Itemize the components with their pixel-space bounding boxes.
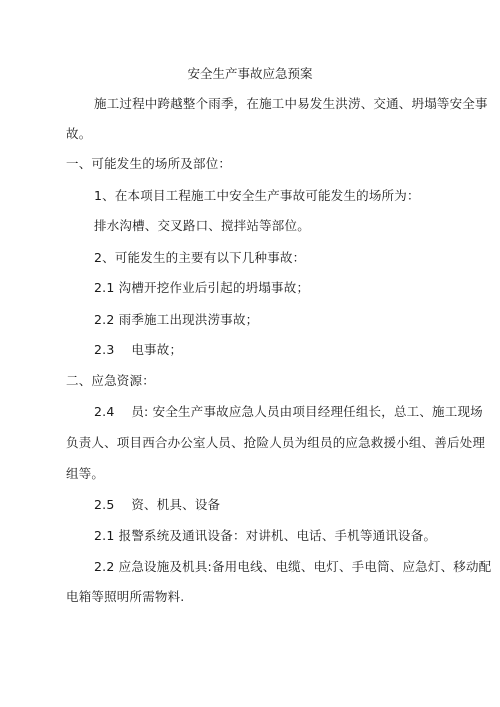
document-title: 安全生产事故应急预案 xyxy=(187,66,313,81)
list-item: 2、可能发生的主要有以下几种事故： xyxy=(94,250,306,265)
list-item: 2.4 员: 安全生产事故应急人员由项目经理任组长，总工、施工现场 xyxy=(94,404,483,419)
list-item: 2.1 沟槽开挖作业后引起的坍塌事故； xyxy=(94,280,310,295)
list-item: 2.2 应急设施及机具:备用电线、电缆、电灯、手电筒、应急灯、移动配 xyxy=(94,559,492,574)
paragraph-line: 排水沟槽、交叉路口、搅拌站等部位。 xyxy=(94,218,310,233)
paragraph-line: 负责人、项目西合办公室人员、抢险人员为组员的应急救援小组、善后处理 xyxy=(66,435,486,450)
section-heading: 一、可能发生的场所及部位： xyxy=(66,156,232,171)
paragraph-line: 施工过程中跨越整个雨季，在施工中易发生洪涝、交通、坍塌等安全事 xyxy=(94,96,488,111)
list-item: 2.2 雨季施工出现洪涝事故； xyxy=(94,312,259,327)
list-item: 2.5 资、机具、设备 xyxy=(94,497,221,512)
paragraph-line: 故。 xyxy=(66,126,92,141)
list-item: 1、在本项目工程施工中安全生产事故可能发生的场所为： xyxy=(94,188,420,203)
list-item: 2.1 报警系统及通讯设备：对讲机、电话、手机等通讯设备。 xyxy=(94,528,437,543)
section-heading: 二、应急资源： xyxy=(66,373,155,388)
paragraph-line: 组等。 xyxy=(66,466,105,481)
list-item: 2.3 电事故； xyxy=(94,342,183,357)
paragraph-line: 电箱等照明所需物料. xyxy=(66,589,185,604)
